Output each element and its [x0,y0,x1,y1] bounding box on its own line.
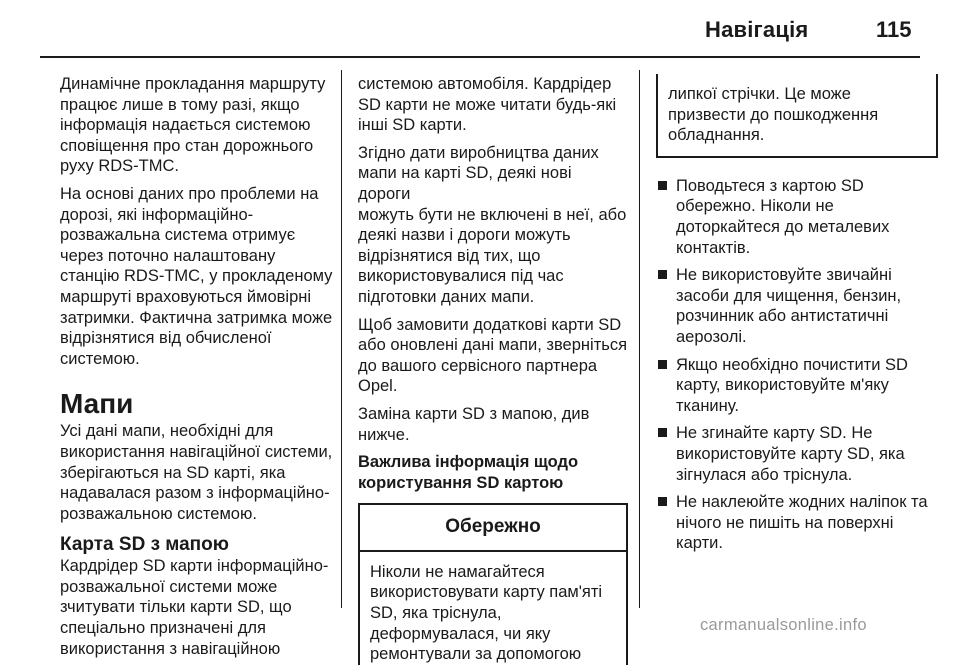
warning-text: Ніколи не намагайтеся використовувати карту пам'яті SD, яка тріснула, деформувалася, чи яку ремонтували за допомогою [370,562,603,664]
paragraph-traffic-data: На основі даних про проблеми на дорозі, які інформаційно- розважальна система отримує через поточно налаштовану станцію RDS-TMC, у прокладеному маршруті враховуються ймовірні затримки. Фактична затримка може відрізнятися від обчисленої системою. [60,184,333,368]
bullet-square-icon [658,270,667,279]
paragraph-dynamic-routing: Динамічне прокладання маршруту працює лише в тому разі, якщо інформація надається системою сповіщення про стан дорожнього руху RDS-TMC. [60,75,326,176]
subheading-sd-card-info: Важлива інформація щодо користування SD картою [358,453,579,492]
heading-maps: Мапи [60,388,134,420]
paragraph-maps: Усі дані мапи, необхідні для використання навігаційної системи, зберігаються на SD карті, яка надавалася разом з інформаційно- розважальною системою. [60,422,333,523]
warning-title: Обережно [360,505,626,552]
paragraph-sd-reader: Кардрідер SD карти інформаційно- розважальної системи може зчитувати тільки карти SD, що спеціально призначені для використання з навігаційною [60,557,329,658]
column-3 [656,74,928,561]
heading-sd-map-card: Карта SD з мапою [60,534,229,556]
column-divider-2 [639,70,640,608]
warning-box [358,503,628,665]
list-item: Не згинайте карту SD. Не використовуйте карту SD, яка зігнулася або тріснула. [656,423,928,485]
bullet-square-icon [658,181,667,190]
column-divider-1 [341,70,342,608]
paragraph-order-maps: Щоб замовити додаткові карти SD або оновлені дані мапи, зверніться до вашого сервісного партнера Opel. [358,315,628,396]
watermark: carmanualsonline.info [700,616,867,634]
column-2 [358,74,628,665]
paragraph-replace-card: Заміна карти SD з мапою, див нижче. [358,404,590,444]
page-title: Навігація [705,17,809,42]
list-item: Поводьтеся з картою SD обережно. Ніколи не доторкайтеся до металевих контактів. [656,176,928,258]
page-number: 115 [876,17,912,42]
column-1 [60,74,338,666]
bullet-square-icon [658,497,667,506]
bullet-square-icon [658,428,667,437]
warning-box-continued: липкої стрічки. Це може призвести до пошкодження обладнання. [656,74,938,158]
list-item: Якщо необхідно почистити SD карту, використовуйте м'яку тканину. [656,355,928,417]
header-divider [40,56,920,58]
list-item: Не використовуйте звичайні засоби для чищення, бензин, розчинник або антистатичні аерозолі. [656,265,928,347]
paragraph-map-date: Згідно дати виробництва даних мапи на карті SD, деякі нові дороги можуть бути не включені в неї, або деякі назви і дороги можуть відрізнятися від тих, що використовувалися під час підготовки даних мапи. [358,143,627,306]
sd-card-care-list [656,176,928,554]
list-item: Не наклеюйте жодних наліпок та нічого не пишіть на поверхні карти. [656,492,928,554]
bullet-square-icon [658,360,667,369]
paragraph-sd-reader-continued: системою автомобіля. Кардрідер SD карти не може читати будь-які інші SD карти. [358,75,617,135]
